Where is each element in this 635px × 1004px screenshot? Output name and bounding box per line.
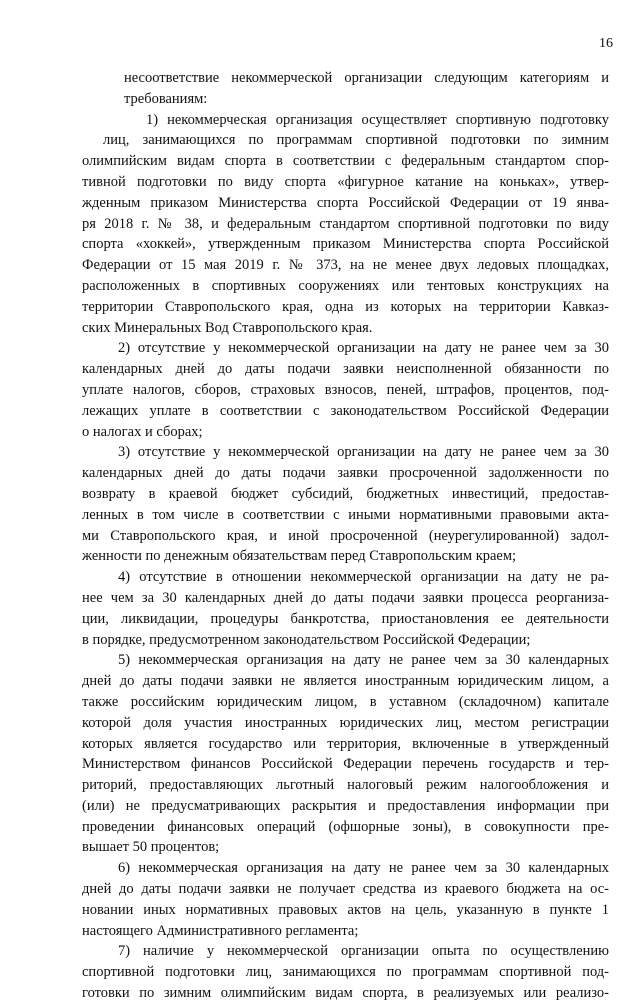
text-line: также российским юридическим лицом, в уставном (складочном) капитале — [82, 693, 609, 710]
text-line: ских Минеральных Вод Ставропольского края. — [82, 319, 373, 336]
text-line: жденным приказом Министерства спорта Российской Федерации от 19 янва- — [82, 194, 609, 211]
text-line: ми Ставропольского края, и иной просроченной (неурегулированной) задол- — [82, 527, 609, 544]
text-line: 6) некоммерческая организация на дату не ранее чем за 30 календарных — [118, 860, 609, 877]
text-line: 3) отсутствие у некоммерческой организации на дату не ранее чем за 30 — [118, 444, 609, 461]
text-line: расположенных в спортивных сооружениях или тентовых конструкциях на — [82, 277, 609, 294]
text-line: ря 2018 г. № 38, и федеральным стандартом спортивной подготовки по виду — [82, 215, 609, 232]
text-line: 7) наличие у некоммерческой организации опыта по осуществлению — [118, 943, 609, 960]
text-line: лиц, занимающихся по программам спортивной подготовки по зимним — [103, 132, 609, 149]
text-line: ции, ликвидации, процедуры банкротства, приостановления ее деятельности — [82, 610, 609, 627]
text-line: проведении финансовых операций (офшорные зоны), в совокупности пре- — [82, 818, 609, 835]
text-line: возврату в краевой бюджет субсидий, бюджетных инвестиций, предостав- — [82, 485, 609, 502]
text-line: лежащих уплате в соответствии с законодательством Российской Федерации — [82, 402, 609, 419]
text-line: олимпийским видам спорта в соответствии с федеральным стандартом спор- — [82, 153, 609, 170]
text-line: вышает 50 процентов; — [82, 839, 220, 856]
text-line: женности по денежным обязательствам перед Ставропольским краем; — [82, 548, 517, 565]
text-line: (или) не предусматривающих раскрытия и предоставления информации при — [82, 797, 609, 814]
text-line: которых является государство или территория, включенные в утвержденный — [82, 735, 609, 752]
text-line: которой доля участия иностранных юридических лиц, местом регистрации — [82, 714, 609, 731]
text-line: дней до даты подачи заявки не получает средства из краевого бюджета на ос- — [82, 881, 609, 898]
document-body — [82, 68, 609, 1004]
text-line: о налогах и сборах; — [82, 423, 203, 440]
text-line: новании иных нормативных правовых актов на цель, указанную в пункте 1 — [82, 901, 609, 918]
text-line: уплате налогов, сборов, страховых взносов, пеней, штрафов, процентов, под- — [82, 381, 609, 398]
text-line: несоответствие некоммерческой организации следующим категориям и — [124, 70, 609, 86]
text-line: спорта «хоккей», утвержденным приказом Министерства спорта Российской — [82, 236, 609, 253]
text-line: календарных дней до даты подачи заявки просроченной задолженности по — [82, 465, 609, 482]
text-line: 2) отсутствие у некоммерческой организации на дату не ранее чем за 30 — [118, 340, 609, 357]
text-line: требованиям: — [124, 90, 208, 107]
text-line: в порядке, предусмотренном законодательством Российской Федерации; — [82, 631, 531, 648]
text-line: 4) отсутствие в отношении некоммерческой организации на дату не ра- — [118, 569, 609, 586]
text-line: готовки по зимним олимпийским видам спорта, в реализуемых или реализо- — [82, 985, 609, 1002]
text-line: 5) некоммерческая организация на дату не ранее чем за 30 календарных — [118, 652, 609, 669]
text-line: дней до даты подачи заявки не является иностранным юридическим лицом, а — [82, 673, 609, 690]
text-line: календарных дней до даты подачи заявки неисполненной обязанности по — [82, 361, 609, 378]
text-line: 1) некоммерческая организация осуществляет спортивную подготовку — [146, 111, 609, 128]
text-line: Министерством финансов Российской Федерации перечень государств и тер- — [82, 756, 609, 773]
text-line: Федерации от 15 мая 2019 г. № 373, на не менее двух ледовых площадках, — [82, 257, 609, 274]
page-number: 16 — [599, 36, 613, 51]
text-line: риторий, предоставляющих льготный налоговый режим налогообложения и — [82, 777, 609, 794]
text-line: настоящего Административного регламента; — [82, 922, 359, 939]
text-line: тивной подготовки по виду спорта «фигурное катание на коньках», утвер- — [82, 173, 609, 190]
text-line: территории Ставропольского края, одна из которых на территории Кавказ- — [82, 298, 609, 315]
text-line: спортивной подготовки лиц, занимающихся по программам спортивной под- — [82, 964, 609, 981]
text-line: нее чем за 30 календарных дней до даты подачи заявки процесса реорганиза- — [82, 589, 609, 606]
text-line: ленных в том числе в соответствии с иными нормативными правовыми акта- — [82, 506, 609, 523]
